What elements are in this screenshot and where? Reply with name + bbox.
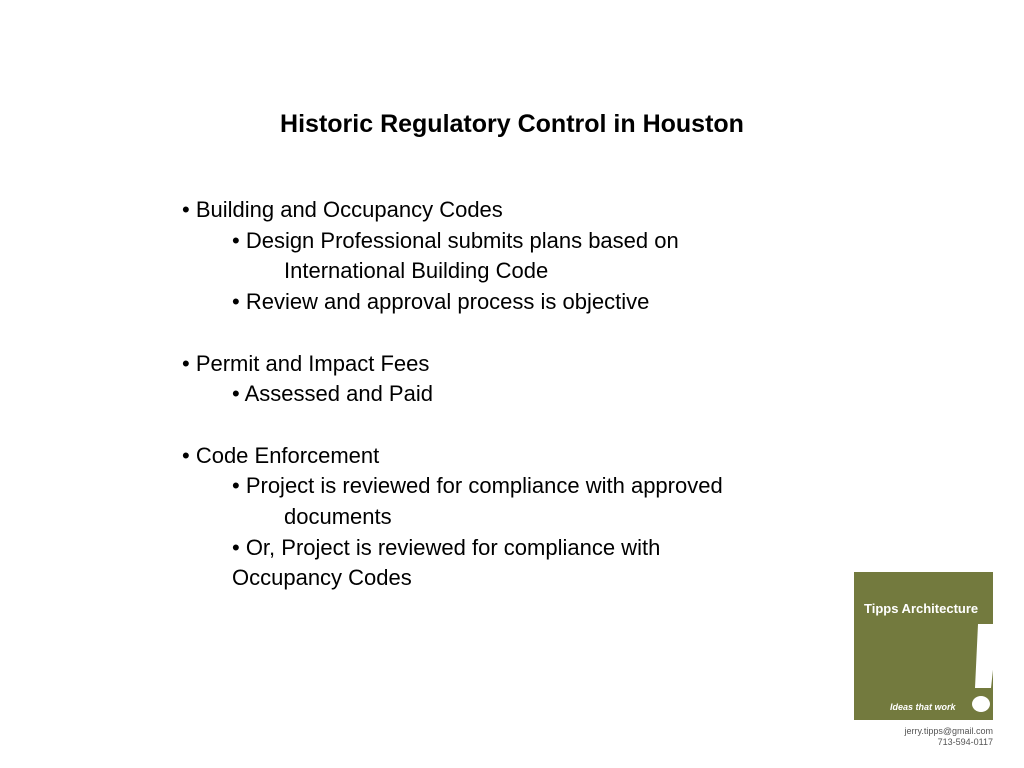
sub-bullet-continuation-occupancy: Occupancy Codes (232, 565, 412, 591)
company-logo (854, 572, 993, 720)
spacer (182, 318, 842, 349)
sub-bullet-design-professional: • Design Professional submits plans based on (232, 227, 679, 253)
exclamation-mark-icon (968, 624, 993, 720)
logo-tagline: Ideas that work (890, 702, 956, 712)
spacer (182, 410, 842, 441)
sub-bullet-project-reviewed-occupancy: • Or, Project is reviewed for compliance with (232, 534, 661, 560)
sub-bullet-continuation-documents: documents (284, 504, 392, 529)
contact-phone: 713-594-0117 (937, 737, 993, 747)
sub-bullet-assessed-paid: • Assessed and Paid (232, 381, 433, 407)
contact-email: jerry.tipps@gmail.com (904, 726, 993, 736)
bullet-permit-fees: • Permit and Impact Fees (182, 350, 430, 376)
slide-content (182, 195, 842, 594)
sub-bullet-project-reviewed-approved: • Project is reviewed for compliance with approved (232, 473, 723, 499)
sub-bullet-review-approval: • Review and approval process is objective (232, 289, 650, 315)
slide-title: Historic Regulatory Control in Houston (280, 110, 744, 138)
logo-company-name: Tipps Architecture (864, 601, 979, 616)
sub-bullet-continuation-ibc: International Building Code (284, 258, 549, 284)
bullet-building-codes: • Building and Occupancy Codes (182, 197, 503, 222)
bullet-code-enforcement: • Code Enforcement (182, 442, 380, 468)
contact-info (905, 726, 994, 748)
